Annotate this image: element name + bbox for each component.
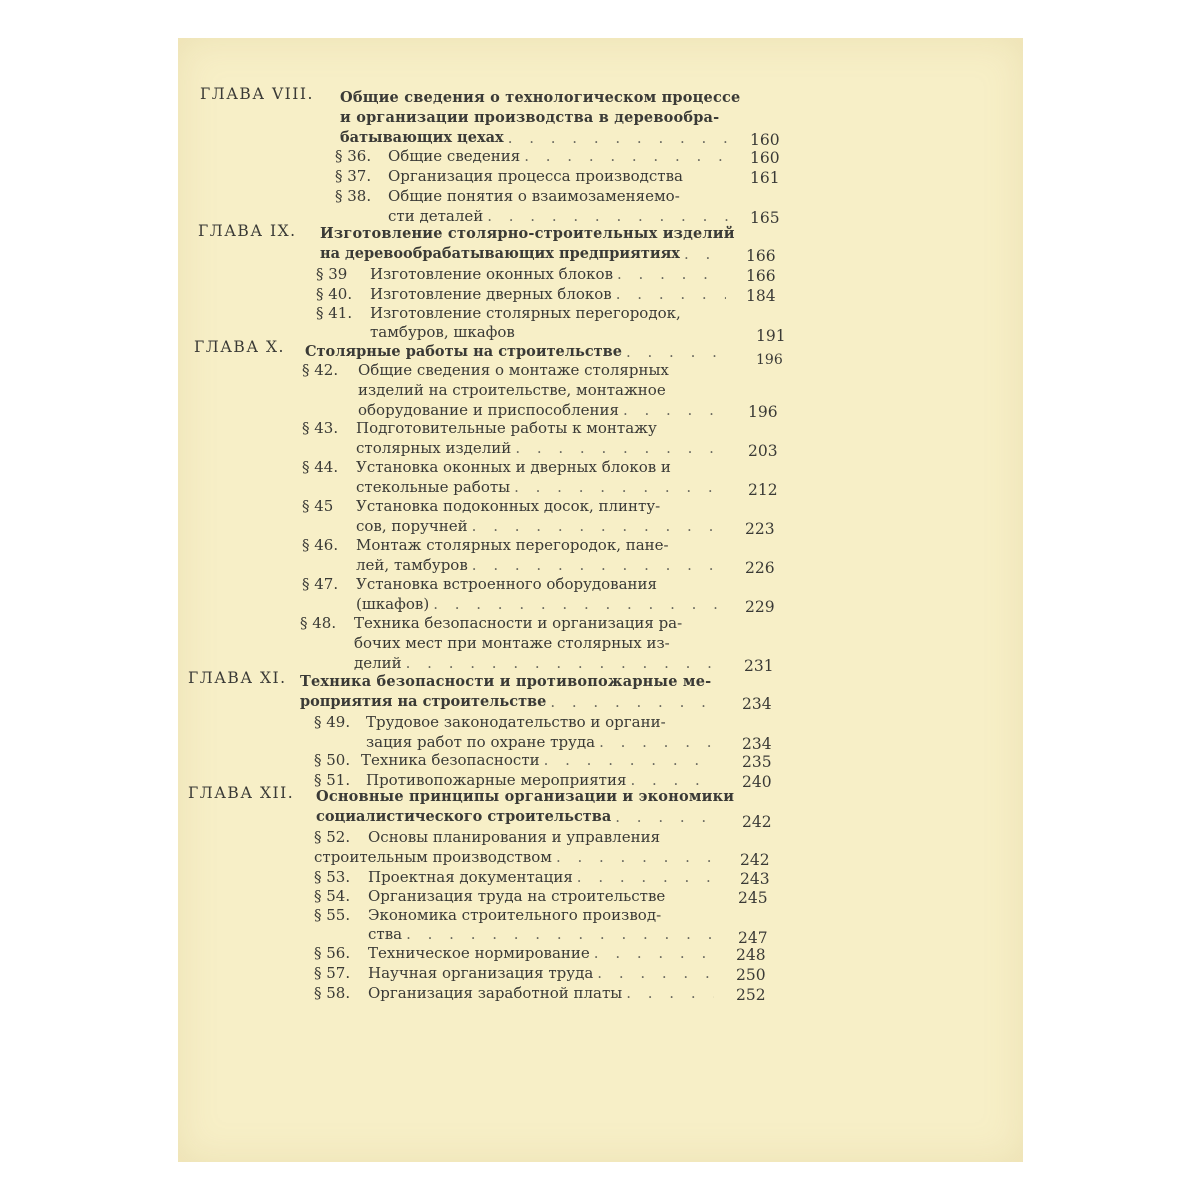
section-entry [368,867,718,887]
section-number: § 38. [335,187,372,205]
section-entry [388,206,732,226]
leader-dots [433,594,724,614]
page-number: 212 [748,481,778,499]
section-title: лей, тамбуров [356,556,468,574]
section-title: Общие понятия о взаимозаменяемо- [388,187,680,205]
section-entry [368,943,718,963]
section-title: изделий на строительстве, монтажное [358,381,666,399]
section-title: стекольные работы [356,478,511,496]
leader-dots [524,146,728,166]
section-entry [356,477,728,497]
section-entry [388,146,732,166]
leader-dots [617,264,726,284]
section-title: делий [354,654,402,672]
page-number: 245 [738,889,768,907]
section-title: Трудовое законодательство и органи- [366,713,666,731]
section-number: § 45 [302,497,334,515]
section-title: Изготовление столярных перегородок, [370,304,681,322]
leader-dots [616,284,726,304]
section-title: Научная организация труда [368,964,594,982]
section-title: Общие сведения о монтаже столярных [358,361,669,379]
chapter-title-dotline [300,692,718,712]
page-number: 234 [742,735,772,753]
chapter-title-line: Техника безопасности и противопожарные ме- [300,673,712,690]
section-title: столярных изделий [356,439,512,457]
leader-dots [487,206,728,226]
section-entry [354,653,726,673]
section-title: Подготовительные работы к монтажу [356,419,657,437]
leader-dots [472,516,724,536]
leader-dots [623,400,724,420]
section-number: § 56. [314,944,351,962]
section-number: § 55. [314,906,351,924]
leader-dots [626,342,721,362]
section-number: § 54. [314,887,351,905]
section-title: Техника безопасности [361,751,540,769]
section-title: бочих мест при монтаже столярных из- [354,634,670,652]
section-title: Монтаж столярных перегородок, пане- [356,536,669,554]
section-title: Общие сведения [388,147,521,165]
leader-dots [515,438,724,458]
section-title: сти деталей [388,207,484,225]
section-title: Установка оконных и дверных блоков и [356,458,671,476]
chapter-title-line: Общие сведения о технологическом процессе [340,89,740,106]
section-title: Установка встроенного оборудования [356,575,658,593]
section-number: § 39 [316,265,348,283]
leader-dots [550,692,714,712]
section-title: Изготовление дверных блоков [370,285,612,303]
chapter-label: ГЛАВА XII. [188,784,295,802]
section-title: сов, поручней [356,517,468,535]
section-entry [356,555,728,575]
page-number: 229 [745,598,775,616]
page-number: 196 [748,403,778,421]
section-number: § 53. [314,868,351,886]
section-title: Проектная документация [368,868,573,886]
section-entry [356,516,728,536]
section-number: § 50. [314,751,351,769]
page-number: 184 [746,287,776,305]
leader-dots [577,867,714,887]
leader-dots [544,750,714,770]
section-entry [356,438,728,458]
page-number: 231 [744,657,774,675]
section-title: строительным производством [314,848,552,866]
leader-dots [594,943,714,963]
page-number: 203 [748,442,778,460]
page-number: 226 [745,559,775,577]
page-number: 166 [746,247,776,265]
chapter-label: ГЛАВА XI. [188,669,287,687]
section-entry [356,594,728,614]
section-title: Организация заработной платы [368,984,623,1002]
chapter-title-line: батывающих цехах [340,129,504,146]
section-number: § 36. [335,147,372,165]
chapter-title-dotline [340,128,732,148]
book-page [178,38,1023,1162]
section-number: § 49. [314,713,351,731]
leader-dots [406,924,714,944]
chapter-label: ГЛАВА VIII. [200,85,314,103]
page-number: 234 [742,695,772,713]
chapter-title-dotline [316,807,718,827]
page-number: 247 [738,929,768,947]
page-number: 160 [750,149,780,167]
section-number: § 46. [302,536,339,554]
section-title: ства [368,925,403,943]
section-number: § 42. [302,361,339,379]
chapter-title-line: роприятия на строительстве [300,693,547,710]
page-number: 240 [742,773,772,791]
section-number: § 52. [314,828,351,846]
section-title: Организация труда на строительстве [368,887,666,905]
page-number: 243 [740,870,770,888]
chapter-title-line: Основные принципы организации и экономики [316,788,735,805]
section-title: Техника безопасности и организация ра- [354,614,683,632]
section-number: § 57. [314,964,351,982]
section-title: (шкафов) [356,595,430,613]
leader-dots [615,807,714,827]
section-entry [361,750,718,770]
page-number: 166 [746,267,776,285]
page-number: 161 [750,169,780,187]
section-number: § 44. [302,458,339,476]
leader-dots [597,963,714,983]
section-title: Техническое нормирование [368,944,590,962]
section-entry [370,284,730,304]
leader-dots [626,983,714,1003]
section-entry [368,924,718,944]
leader-dots [514,477,724,497]
section-number: § 47. [302,575,339,593]
page-number: 160 [750,131,780,149]
section-entry [314,847,718,867]
page-number: 196 [756,352,783,368]
section-title: Экономика строительного производ- [368,906,662,924]
section-entry [368,963,718,983]
chapter-title-dotline [320,244,730,264]
page-number: 235 [742,753,772,771]
table-of-contents [178,38,1023,1162]
section-title: оборудование и приспособления [358,401,619,419]
leader-dots [472,555,724,575]
chapter-title-line: Изготовление столярно-строительных изделий [320,225,735,242]
leader-dots [508,128,728,148]
section-title: Изготовление оконных блоков [370,265,614,283]
section-title: тамбуров, шкафов [370,323,515,341]
section-title: Противопожарные мероприятия [366,771,627,789]
leader-dots [599,732,714,752]
section-entry [370,264,730,284]
page-number: 250 [736,966,766,984]
leader-dots [684,244,726,264]
section-number: § 58. [314,984,351,1002]
page-number: 248 [736,946,766,964]
section-number: § 41. [316,304,353,322]
section-entry [358,400,728,420]
chapter-title-dotline [305,342,725,362]
section-title: зация работ по охране труда [366,733,596,751]
section-title: Установка подоконных досок, плинту- [356,497,661,515]
page-number: 252 [736,986,766,1004]
page-number: 191 [756,327,786,345]
chapter-title-line: социалистического строительства [316,808,612,825]
chapter-title-line: и организации производства в деревообра- [340,109,720,126]
section-entry [366,732,718,752]
section-number: § 48. [300,614,337,632]
section-entry [368,983,718,1003]
section-number: § 40. [316,285,353,303]
chapter-label: ГЛАВА IX. [198,222,297,240]
leader-dots [406,653,722,673]
page-number: 165 [750,209,780,227]
chapter-label: ГЛАВА X. [194,338,285,356]
page-number: 242 [742,813,772,831]
section-title: Организация процесса производства [388,167,683,185]
leader-dots [556,847,714,867]
section-number: § 37. [335,167,372,185]
chapter-title-line: на деревообрабатывающих предприятиях [320,245,680,262]
chapter-title-line: Столярные работы на строительстве [305,343,622,360]
page-number: 242 [740,851,770,869]
section-number: § 43. [302,419,339,437]
section-number: § 51. [314,771,351,789]
section-title: Основы планирования и управления [368,828,661,846]
page-number: 223 [745,520,775,538]
